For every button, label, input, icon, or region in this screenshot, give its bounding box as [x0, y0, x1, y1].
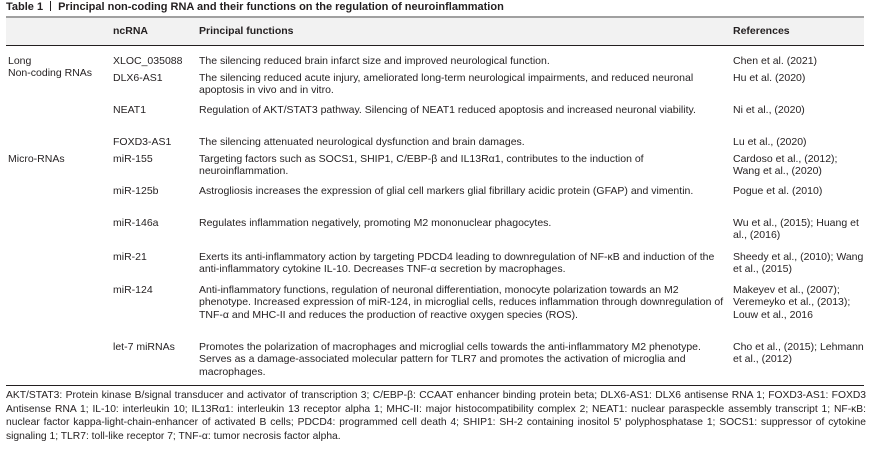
row-function: The silencing reduced acute injury, ameliorated long-term neurological impairments, and reduced neuronal apoptosis in vivo and in vitro.: [199, 72, 694, 97]
row-function: The silencing attenuated neurological dysfunction and brain damages.: [199, 136, 525, 148]
row-ncrna: XLOC_035088: [113, 55, 183, 67]
footer-rule: [6, 385, 864, 386]
table-title: Principal non-coding RNA and their functions on the regulation of neuroinflammation: [58, 1, 504, 13]
row-reference: Lu et al., (2020): [733, 136, 807, 148]
row-reference: Pogue et al. (2010): [733, 185, 823, 197]
row-reference: Makeyev et al., (2007); Veremeyko et al., (2013); Louw et al., 2016: [733, 284, 851, 321]
header-references: References: [733, 25, 790, 37]
row-reference: Chen et al. (2021): [733, 55, 818, 67]
table-label: Table 1: [6, 1, 44, 13]
row-ncrna: let-7 miRNAs: [113, 341, 175, 353]
row-ncrna: miR-155: [113, 153, 153, 165]
row-ncrna: miR-21: [113, 251, 147, 263]
row-category: Micro-RNAs: [8, 153, 65, 165]
header-rule: [6, 45, 864, 46]
row-reference: Cardoso et al., (2012); Wang et al., (2020): [733, 153, 838, 178]
row-function: Astrogliosis increases the expression of glial cell markers glial fibrillary acidic protein (GFAP) and vimentin.: [199, 185, 694, 197]
row-reference: Wu et al., (2015); Huang et al., (2016): [733, 217, 859, 242]
row-function: Exerts its anti-inflammatory action by targeting PDCD4 leading to downregulation of NF-κB and induction of the anti-inflammatory cytokine IL-10. Decreases TNF-α secretion by macrophages.: [199, 251, 715, 276]
table-footnote: AKT/STAT3: Protein kinase B/signal transducer and activator of transcription 3; C/EBP-β: CCAAT enhancer binding protein beta; DLX6-AS1: DLX6 antisense RNA 1; FOXD3-AS1: FOXD3 Antisense RNA 1; IL-10: interleukin 10; IL13Rα1: interleukin 13 receptor alpha 1; MHC-II: major histocompatibility complex 2; NEAT1: nuclear paraspeckle assembly transcript 1; NF-κB: nuclear factor kappa-light-chain-enhancer of activated B cells; PDCD4: programmed cell death 4; SHIP1: SH-2 containing inositol 5' polyphosphatase 1; SOCS1: suppressor of cytokine signaling 1; TLR7: toll-like receptor 7; TNF-α: tumor necrosis factor alpha.: [6, 390, 866, 442]
header-functions: Principal functions: [199, 25, 294, 37]
row-function: Regulation of AKT/STAT3 pathway. Silencing of NEAT1 reduced apoptosis and increased neuronal viability.: [199, 104, 696, 116]
row-reference: Hu et al. (2020): [733, 72, 806, 84]
row-ncrna: NEAT1: [113, 104, 147, 116]
row-function: Targeting factors such as SOCS1, SHIP1, C/EBP-β and IL13Rα1, contributes to the induction of neuroinflammation.: [199, 153, 644, 178]
row-reference: Sheedy et al., (2010); Wang et al., (2015): [733, 251, 864, 276]
row-function: The silencing reduced brain infarct size and improved neurological function.: [199, 55, 550, 67]
row-ncrna: DLX6-AS1: [113, 72, 163, 84]
row-ncrna: FOXD3-AS1: [113, 136, 172, 148]
row-function: Promotes the polarization of macrophages and microglial cells towards the anti-inflammatory M2 phenotype. Serves as a damage-associated molecular pattern for TLR7 and promotes the activation of microglia and macrophages.: [199, 341, 701, 378]
header-ncrna: ncRNA: [113, 25, 149, 37]
table-caption: [6, 0, 504, 16]
row-ncrna: miR-146a: [113, 217, 159, 229]
row-function: Anti-inflammatory functions, regulation of neuronal differentiation, monocyte polarization towards an M2 phenotype. Increased expression of miR-124, in microglial cells, reduces inflammation through downregulation of TNF-α and MHC-II and reduces the production of reactive oxygen species (ROS).: [199, 284, 724, 321]
row-reference: Ni et al., (2020): [733, 104, 805, 116]
row-ncrna: miR-124: [113, 284, 153, 296]
caption-divider: [50, 1, 51, 11]
row-ncrna: miR-125b: [113, 185, 159, 197]
row-reference: Cho et al., (2015); Lehmann et al., (2012): [733, 341, 864, 366]
row-category: Long Non-coding RNAs: [8, 55, 93, 80]
row-function: Regulates inflammation negatively, promoting M2 mononuclear phagocytes.: [199, 217, 552, 229]
